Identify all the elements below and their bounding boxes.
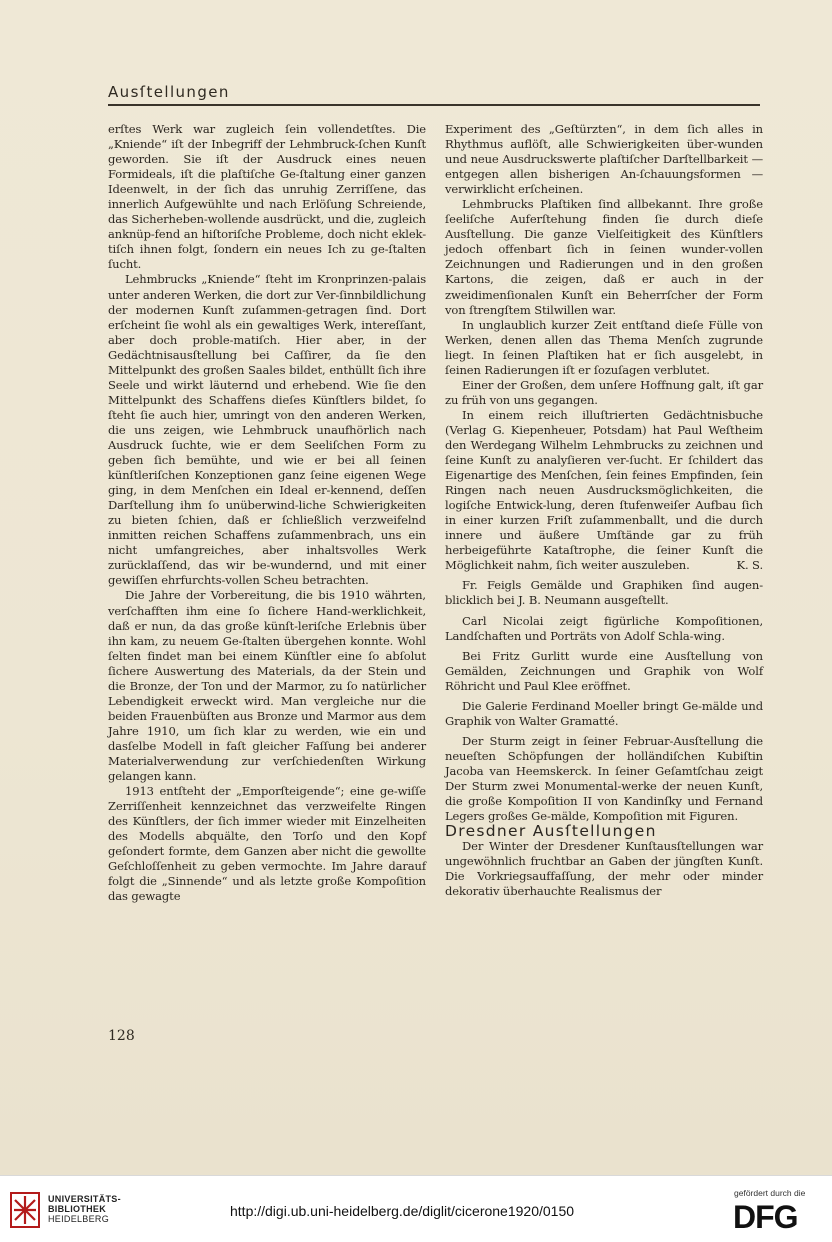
right-column	[445, 122, 763, 899]
dfg-logo: DFG	[733, 1199, 798, 1235]
paragraph-with-signature	[445, 408, 763, 574]
note-nicolai: Carl Nicolai zeigt figürliche Kompoſitionen, Landſchaften und Porträts von Adolf Schla-wing.	[445, 613, 763, 643]
left-column	[108, 122, 426, 904]
note-gurlitt: Bei Fritz Gurlitt wurde eine Ausſtellung von Gemälden, Zeichnungen und Graphik von Wolf Röhricht und Paul Klee eröffnet.	[445, 648, 763, 693]
paragraph: Einer der Großen, dem unſere Hoffnung galt, iſt gar zu früh von uns gegangen.	[445, 377, 763, 407]
paragraph: 1913 entſteht der „Emporſteigende“; eine ge-wiſſe Zerriſſenheit kennzeichnet das verzweifelte Ringen des Künſtlers, der ſich immer wieder mit Einzelheiten des Modells abquälte, den Torſo und den Kopf geſondert formte, dem Ganzen aber nicht die gewollte Geſchloſſenheit zu geben vermochte. Im Jahre darauf folgt die „Sinnende“ und als letzte große Kompoſition das gewagte	[108, 784, 426, 904]
note-moeller: Die Galerie Ferdinand Moeller bringt Ge-mälde und Graphik von Walter Gramatté.	[445, 698, 763, 728]
signature: K. S.	[736, 558, 763, 573]
paragraph: Experiment des „Geſtürzten“, in dem ſich alles in Rhythmus auflöſt, alle Schwierigkeiten über-wunden und neue Ausdruckswerte plaſtiſcher Darſtellbarkeit — entgegen allen bisherigen An-ſchauungsformen — verwirklicht erſcheinen.	[445, 122, 763, 197]
paragraph: Der Winter der Dresdener Kunſtausſtellungen war ungewöhnlich fruchtbar an Gaben der jüngſten Kunſt. Die Vorkriegsauffaſſung, der mehr oder minder dekorativ überhauchte Realismus der	[445, 839, 763, 899]
logo-line: UNIVERSITÄTS-	[48, 1194, 121, 1204]
university-library-logo-text	[48, 1194, 121, 1224]
university-seal-icon	[10, 1192, 40, 1228]
note-sturm: Der Sturm zeigt in ſeiner Februar-Ausſtellung die neueſten Schöpfungen der holländiſchen Kubiſtin Jacoba van Heemskerck. In ſeiner Geſamtſchau zeigt Der Sturm zwei Monumental-werke der neuen Kunſt, die große Kompoſition II von Kandinſky und Fernand Legers großes Ge-mälde, Kompoſition mit Figuren.	[445, 733, 763, 824]
paragraph: In unglaublich kurzer Zeit entſtand dieſe Fülle von Werken, denen allen das Thema Menſch zugrunde liegt. In ſeinen Plaſtiken hat er ſich ausgelebt, in ſeinen Radierungen iſt er ſozuſagen verblutet.	[445, 317, 763, 377]
funded-by-label: gefördert durch die	[734, 1188, 806, 1198]
header-rule	[108, 104, 760, 106]
running-head: Ausſtellungen	[108, 83, 230, 101]
page-number: 128	[108, 1028, 135, 1044]
paragraph: erſtes Werk war zugleich ſein vollendetſtes. Die „Kniende“ iſt der Inbegriff der Lehmbruck-ſchen Kunſt geworden. Sie iſt der Ausdruck eines neuen Formideals, iſt die plaſtiſche Ge-ſtaltung einer ganzen Ideenwelt, in der ſich das unruhig Zerriſſene, das innerlich Aufgewühlte und nach Erlöſung Schreiende, das Sicherheben-wollende ausdrückt, und die, zugleich anknüp-fend an hiſtoriſche Probleme, doch nicht eklek-tiſch ihnen folgt, ſondern ein neues Ich zu ge-ſtalten ſucht.	[108, 122, 426, 272]
note-feigl: Fr. Feigls Gemälde und Graphiken ſind augen-blicklich bei J. B. Neumann ausgeſtellt.	[445, 578, 763, 608]
footer-bar	[0, 1175, 832, 1242]
section-heading: Dresdner Ausſtellungen	[445, 822, 657, 841]
paragraph: Lehmbrucks „Kniende“ ſteht im Kronprinzen-palais unter anderen Werken, die dort zur Ver-ſinnbildlichung der modernen Kunſt zuſammen-getragen ſind. Dort erſcheint ſie wohl als ein gewaltiges Werk, intereſſant, aber doch proble-matiſch. Hier aber, in der Gedächtnisausſtellung bei Caſſirer, da ſie den Mittelpunkt des großen Saales bildet, enthüllt ſich ihre Seele und wirkt läuternd und erhebend. Wie ſie den Mittelpunkt des Schaffens dieſes Künſtlers bildet, ſo ſteht ſie auch hier, umringt von den anderen Werken, die uns zeigen, wie Lehmbruck unaufhörlich nach Ausdruck ſuchte, wie er dem Seeliſchen Form zu geben ſich bemühte, und wie er bei all ſeinen künſtleriſchen Konzeptionen ganz ſeine eigenen Wege ging, in dem Menſchen ein Ideal er-kennend, deſſen Darſtellung ihm ſo unüberwind-liche Schwierigkeiten zu bieten ſchien, daß er ſchließlich verzweifelnd inmitten reichen Schaffens zuſammenbrach, uns ein nicht umfangreiches, aber inhaltsvolles Werk zurücklaſſend, das wir be-wundernd, und mit einer gewiſſen ehrfurchts-vollen Scheu betrachten.	[108, 272, 426, 588]
paragraph: Die Jahre der Vorbereitung, die bis 1910 währten, verſchafften ihm eine ſo ſichere Hand-werklichkeit, daß er nun, da das große künſt-leriſche Erlebnis über ihn kam, zu neuem Ge-ſtalten übergehen konnte. Wohl ſelten findet man bei einem Künſtler eine ſo abſolut ſichere Auswertung des Materials, da der Stein und die Bronze, der Ton und der Marmor, zu ſo natürlicher Lebendigkeit erweckt wird. Man vergleiche nur die beiden Frauenbüſten aus Bronze und Marmor aus dem Jahre 1910, um ſich klar zu werden, wie ein und dasſelbe Modell in faſt gleicher Faſſung bei anderer Materialverwendung zur verſchiedenſten Wirkung gelangen kann.	[108, 588, 426, 784]
permalink-url[interactable]: http://digi.ub.uni-heidelberg.de/diglit/cicerone1920/0150	[230, 1203, 575, 1219]
paragraph-text: In einem reich illuſtrierten Gedächtnisbuche (Verlag G. Kiepenheuer, Potsdam) hat Paul Weſtheim den Werdegang Wilhelm Lehmbrucks zu zeichnen und ſeine Kunſt zu analyſieren ver-ſucht. Er ſchildert das Eigenartige des Menſchen, ſein feines Empfinden, ſein Ringen nach neuen Ausdrucksmöglichkeiten, die logiſche Entwick-lung, deren ſtufenweiſer Aufbau ſich in einer kurzen Friſt zuſammenballt, und die durch innere und äußere Umſtände gar zu früh herbeigeführte Kataſtrophe, die ſeiner Kunſt die Möglichkeit nahm, ſich weiter auszuleben.	[445, 407, 763, 573]
paragraph: Lehmbrucks Plaſtiken ſind allbekannt. Ihre große ſeeliſche Auferſtehung finden ſie durch dieſe Ausſtellung. Die ganze Vielſeitigkeit des Künſtlers jedoch offenbart ſich in ſeinen wunder-vollen Zeichnungen und Radierungen und in den großen Kartons, die zeigen, daß er auch in der zweidimenſionalen Kunſt ein Beherrſcher der Form von ſtrengſtem Stilwillen war.	[445, 197, 763, 317]
logo-line: HEIDELBERG	[48, 1214, 110, 1224]
logo-line: BIBLIOTHEK	[48, 1204, 106, 1214]
